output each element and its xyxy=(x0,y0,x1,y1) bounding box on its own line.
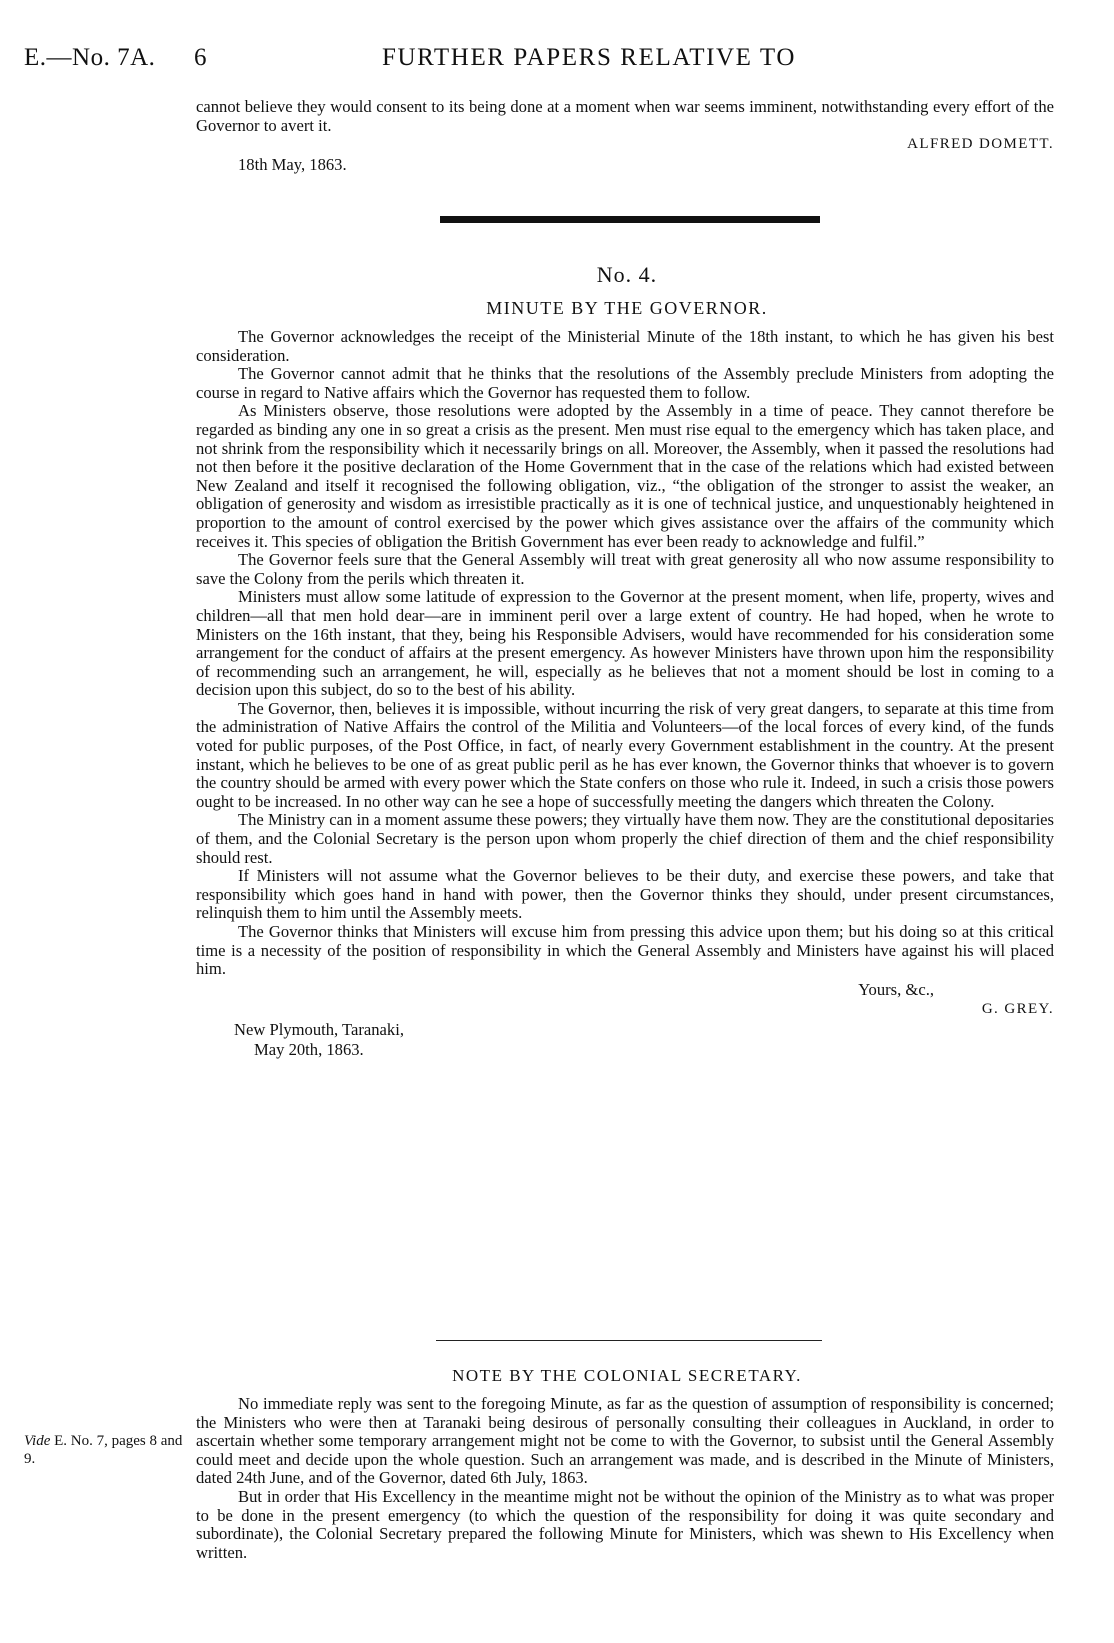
minute-paragraph: The Governor feels sure that the General Assembly will treat with great generosity all who now assume responsibility to save the Colony from the perils which threaten it. xyxy=(196,550,1054,588)
minute-signature: G. GREY. xyxy=(981,1001,1054,1018)
minute-paragraph: The Governor thinks that Ministers will excuse him from pressing this advice upon them; but his doing so at this critical time is a necessity of the position of responsibility in which the General Assembly and Ministers have against his will placed him. xyxy=(196,922,1054,979)
minute-body xyxy=(196,328,1054,1060)
running-title: FURTHER PAPERS RELATIVE TO xyxy=(381,44,796,71)
margin-note-reference: E. No. 7, pages 8 and 9. xyxy=(24,1433,183,1467)
minute-paragraph: As Ministers observe, those resolutions were adopted by the Assembly in a time of peace. They cannot therefore be regarded as binding any one in so great a crisis as the present. Men must rise equal to the emergency which has taken place, and not shrink from the responsibility which it necessarily brings on all. Moreover, the Assembly, when it passed the resolutions had not then before it the positive declaration of the Home Government that in the case of the relations which had existed between New Zealand and itself it recognised the following obligation, viz., “the obligation of the stronger to assist the weaker, an obligation of generosity and wisdom as irresistible practically as it is one of technical justice, and unquestionably heightened in proportion to the amount of control exercised by the power which gives assistance over the affairs of the community which receives it. This species of obligation the British Government has ever been ready to acknowledge and fulfil.” xyxy=(196,401,1054,551)
minute-number: No. 4. xyxy=(596,262,658,287)
note-body xyxy=(196,1395,1054,1562)
minute-paragraph: The Governor acknowledges the receipt of the Ministerial Minute of the 18th instant, to which he has given his best consideration. xyxy=(196,327,1054,365)
page-header xyxy=(24,44,1084,84)
margin-note-vide: Vide xyxy=(24,1433,51,1449)
minute-title: MINUTE BY THE GOVERNOR. xyxy=(486,298,768,318)
minute-paragraph: The Governor, then, believes it is impossible, without incurring the risk of very great dangers, to separate at this time from the administration of Native Affairs the control of the Militia and Volunteers—of the local forces of every kind, of the funds voted for public purposes, of the Post Office, in fact, of nearly every Government establishment in the country. At the present instant, which he believes to be one of as great public peril as he has ever known, the Governor thinks that whoever is to govern the country should be armed with every power which the State confers on those who rule it. Indeed, in such a crisis those powers ought to be increased. In no other way can he see a hope of successfully meeting the dangers which threaten the Colony. xyxy=(196,698,1054,811)
prior-minute-closing-text: cannot believe they would consent to its being done at a moment when war seems imminent, notwithstanding every effort of the Governor to avert it. xyxy=(196,97,1054,135)
document-reference: E.—No. 7A. xyxy=(24,44,156,71)
note-paragraph: But in order that His Excellency in the meantime might not be without the opinion of the Ministry as to what was proper to be done in the present emergency (to which the question of the responsibility for doing it was quite secondary and subordinate), the Colonial Secretary prepared the following Minute for Ministers, which was shewn to His Excellency when written. xyxy=(196,1486,1054,1562)
minute-date: May 20th, 1863. xyxy=(254,1040,364,1060)
section-divider-thick xyxy=(440,216,820,223)
prior-minute-date: 18th May, 1863. xyxy=(238,155,347,175)
minute-paragraph: If Ministers will not assume what the Governor believes to be their duty, and exercise these powers, and take that responsibility which goes hand in hand with power, then the Governor thinks they should, under present circumstances, relinquish them to him until the Assembly meets. xyxy=(196,866,1054,923)
minute-paragraph: The Governor cannot admit that he thinks that the resolutions of the Assembly preclude Ministers from adopting the course in regard to Native affairs which the Governor has requested them to follow. xyxy=(196,364,1054,402)
minute-closing: Yours, &c., xyxy=(858,979,934,999)
section-divider-thin xyxy=(436,1340,822,1341)
minute-paragraph: The Ministry can in a moment assume these powers; they virtually have them now. They are the constitutional depositaries of them, and the Colonial Secretary is the person upon whom properly the chief direction of them and the chief responsibility should rest. xyxy=(196,810,1054,867)
page-number: 6 xyxy=(194,44,207,71)
note-title: NOTE BY THE COLONIAL SECRETARY. xyxy=(452,1366,802,1385)
margin-note xyxy=(24,1432,184,1468)
prior-minute-ending xyxy=(196,98,1054,175)
note-paragraph: No immediate reply was sent to the foregoing Minute, as far as the question of assumption of responsibility is concerned; the Ministers who were then at Taranaki being desirous of personally consulting their colleagues in Auckland, in order to ascertain whether some temporary arrangement might not be come to with the Governor, to subsist until the General Assembly could meet and decide upon the whole question. Such an arrangement was made, and is described in the Minute of Ministers, dated 24th June, and of the Governor, dated 6th July, 1863. xyxy=(196,1394,1054,1488)
minute-place: New Plymouth, Taranaki, xyxy=(234,1020,404,1040)
minute-paragraph: Ministers must allow some latitude of expression to the Governor at the present moment, when life, property, wives and children—all that men hold dear—are in imminent peril over a large extent of country. He had hoped, when he wrote to Ministers on the 16th instant, that they, being his Responsible Advisers, would have recommended for his consideration some arrangement for the conduct of affairs at the present emergency. As however Ministers have thrown upon him the responsibility of recommending such an arrangement, he will, especially as he believes that not a moment should be lost in coming to a decision upon this subject, do so to the best of his ability. xyxy=(196,587,1054,700)
prior-minute-signature: ALFRED DOMETT. xyxy=(907,136,1054,153)
